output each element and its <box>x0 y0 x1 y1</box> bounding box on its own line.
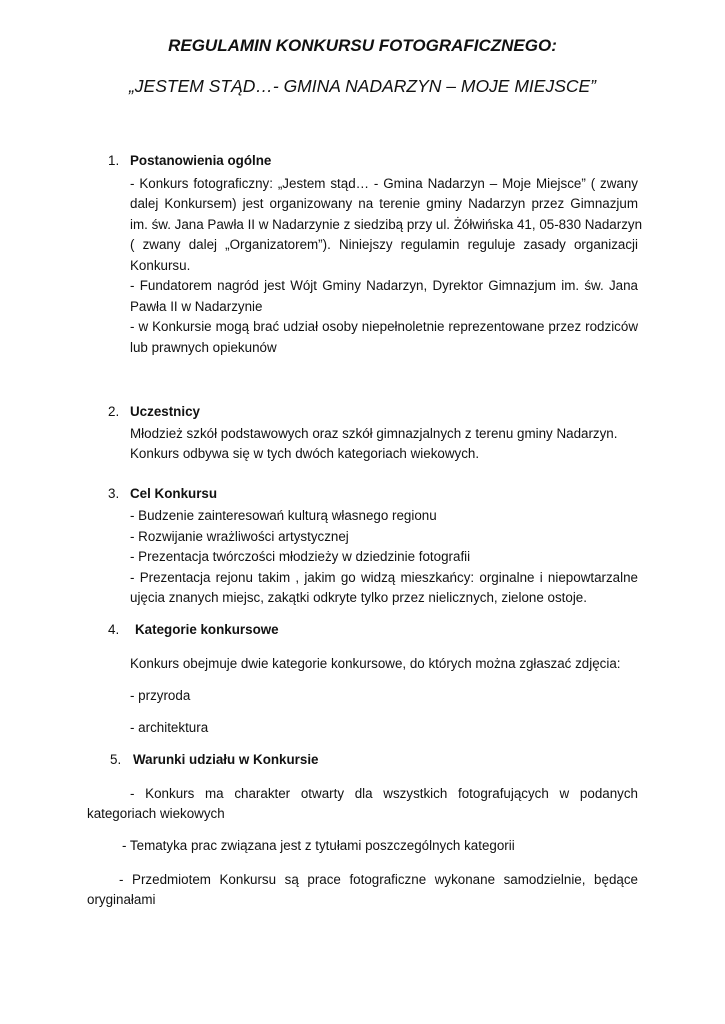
list-item: - przyroda <box>130 688 191 703</box>
section-heading: Warunki udziału w Konkursie <box>133 752 319 767</box>
text-line: - Prezentacja rejonu takim , jakim go widzą mieszkańcy: orginalne i niepowtarzalne <box>130 570 638 585</box>
section-number: 2. <box>108 404 120 419</box>
text-line: im. św. Jana Pawła II w Nadarzynie z siedzibą przy ul. Żółwińska 41, 05-830 Nadarzyn <box>130 217 643 232</box>
section-number: 4. <box>108 622 120 637</box>
paragraph-line: kategoriach wiekowych <box>87 806 225 821</box>
text-line: Pawła II w Nadarzynie <box>130 299 263 314</box>
text-line: - w Konkursie mogą brać udział osoby niepełnoletnie reprezentowane przez rodziców <box>130 319 638 334</box>
text-line: Młodzież szkół podstawowych oraz szkół gimnazjalnych z terenu gminy Nadarzyn. <box>130 426 618 441</box>
text-line: - Fundatorem nagród jest Wójt Gminy Nadarzyn, Dyrektor Gimnazjum im. św. Jana <box>130 278 638 293</box>
paragraph-line: oryginałami <box>87 892 156 907</box>
section-heading: Uczestnicy <box>130 404 200 419</box>
section-number: 5. <box>110 752 122 767</box>
text-line: Konkurs odbywa się w tych dwóch kategoriach wiekowych. <box>130 446 480 461</box>
paragraph-line: - Tematyka prac związana jest z tytułami poszczególnych kategorii <box>122 838 515 853</box>
text-line: ujęcia znanych miejsc, zakątki odkryte tylko przez nielicznych, zielone ostoje. <box>130 590 587 605</box>
section-number: 1. <box>108 153 120 168</box>
text-line: Konkurs obejmuje dwie kategorie konkursowe, do których można zgłaszać zdjęcia: <box>130 656 621 671</box>
text-line: - Konkurs fotograficzny: „Jestem stąd… - Gmina Nadarzyn – Moje Miejsce” ( zwany <box>130 176 638 191</box>
text-line: - Rozwijanie wrażliwości artystycznej <box>130 529 349 544</box>
document-subtitle: „JESTEM STĄD…- GMINA NADARZYN – MOJE MIEJSCE” <box>128 76 597 96</box>
text-line: - Budzenie zainteresowań kulturą własnego regionu <box>130 508 437 523</box>
text-line: lub prawnych opiekunów <box>130 340 277 355</box>
paragraph-line: - Przedmiotem Konkursu są prace fotograficzne wykonane samodzielnie, będące <box>119 872 638 887</box>
list-item: - architektura <box>130 720 209 735</box>
text-line: Konkursu. <box>130 258 191 273</box>
section-heading: Kategorie konkursowe <box>135 622 279 637</box>
section-heading: Cel Konkursu <box>130 486 218 501</box>
section-heading: Postanowienia ogólne <box>130 153 272 168</box>
text-line: dalej Konkursem) jest organizowany na terenie gminy Nadarzyn przez Gimnazjum <box>130 196 638 211</box>
section-number: 3. <box>108 486 120 501</box>
document-title: REGULAMIN KONKURSU FOTOGRAFICZNEGO: <box>168 36 557 55</box>
paragraph-line: - Konkurs ma charakter otwarty dla wszystkich fotografujących w podanych <box>130 786 638 801</box>
text-line: ( zwany dalej „Organizatorem”). Niniejszy regulamin reguluje zasady organizacji <box>130 237 638 252</box>
text-line: - Prezentacja twórczości młodzieży w dziedzinie fotografii <box>130 549 471 564</box>
